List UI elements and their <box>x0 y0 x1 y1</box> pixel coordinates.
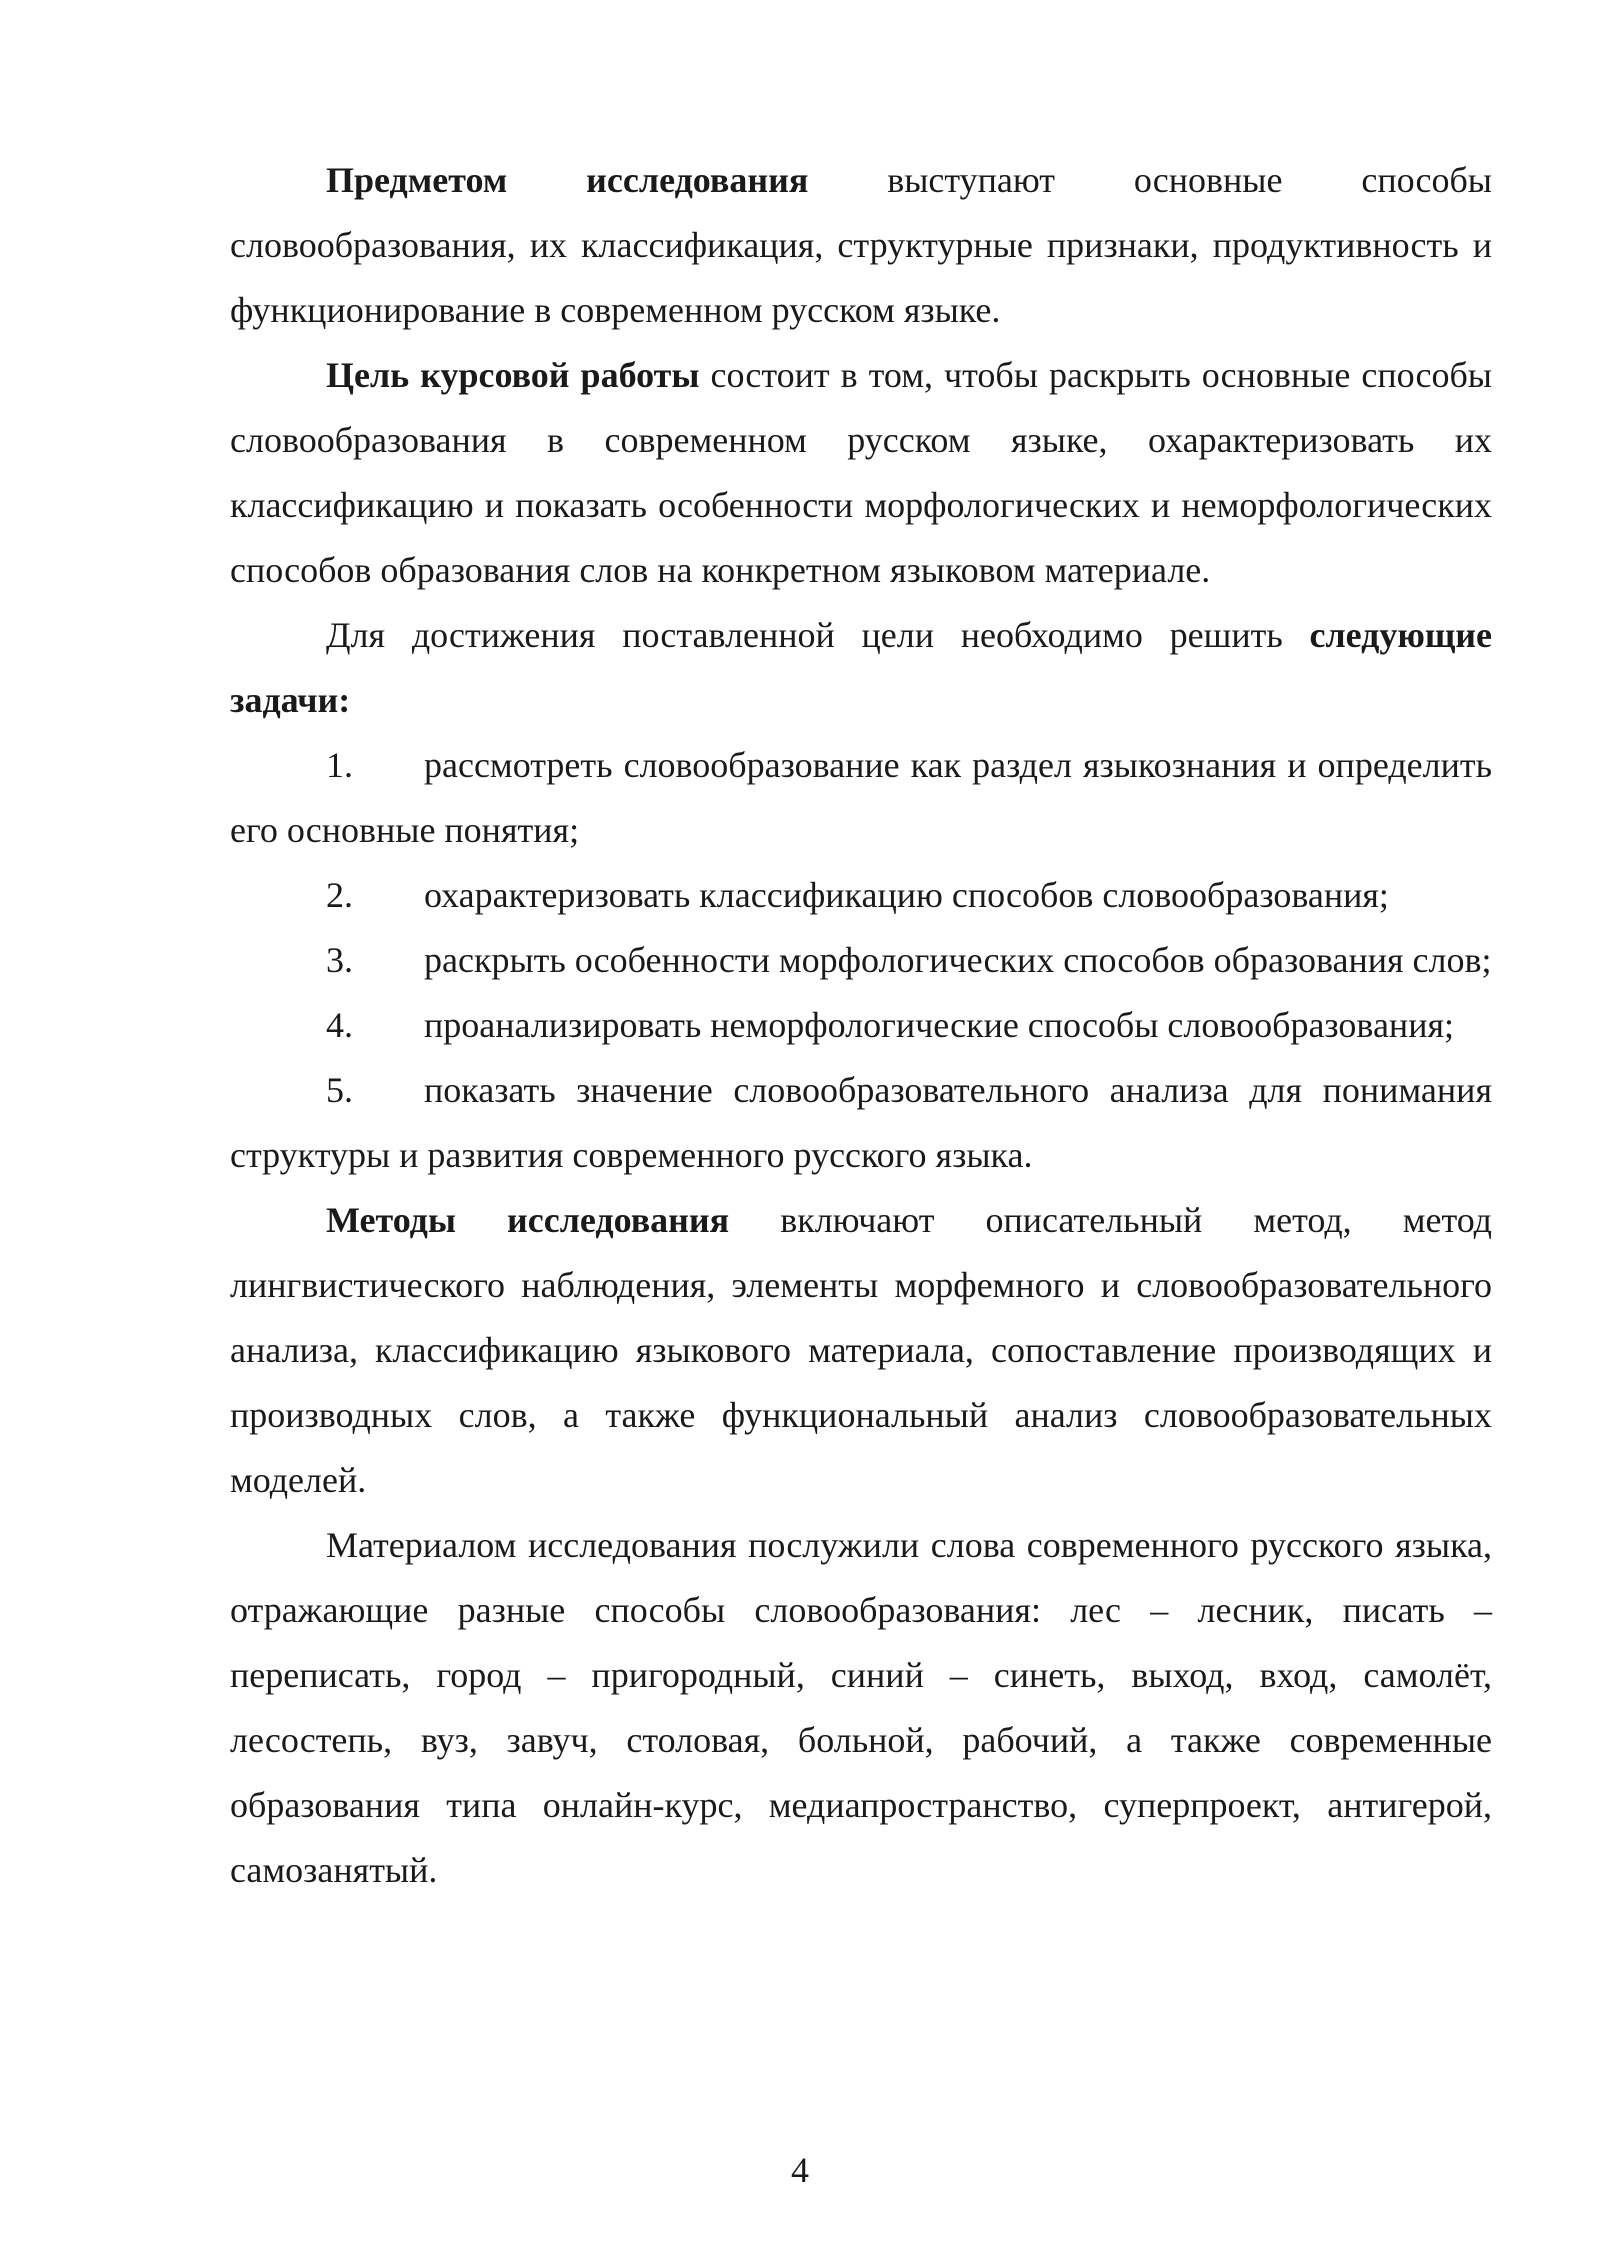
paragraph-tasks-intro <box>230 603 1492 733</box>
paragraph-material <box>230 1513 1492 1903</box>
paragraph-subject-text: выступают основные способы словообразования, их классификация, структурные признаки, продуктивность и функционирование в современном русском языке. <box>230 160 1492 330</box>
page-body <box>230 148 1492 1903</box>
task-item <box>230 1058 1492 1188</box>
term-subject: Предметом исследования <box>326 160 809 200</box>
task-item <box>230 863 1492 928</box>
task-text: показать значение словообразовательного анализа для понимания структуры и развития современного русского языка. <box>230 1070 1492 1175</box>
task-number: 5. <box>326 1070 353 1110</box>
task-text: рассмотреть словообразование как раздел языкознания и определить его основные понятия; <box>230 745 1492 850</box>
task-text: охарактеризовать классификацию способов словообразования; <box>424 875 1389 915</box>
paragraph-tasks-intro-text: Для достижения поставленной цели необходимо решить <box>326 615 1310 655</box>
task-item <box>230 733 1492 863</box>
term-methods: Методы исследования <box>326 1200 730 1240</box>
task-text: проанализировать неморфологические способы словообразования; <box>424 1005 1455 1045</box>
task-number: 2. <box>326 875 353 915</box>
paragraph-material-text: Материалом исследования послужили слова современного русского языка, отражающие разные способы словообразования: лес – лесник, писать – переписать, город – пригородный, синий – синеть, выход, вход, самолёт, лесостепь, вуз, завуч, столовая, больной, рабочий, а также современные образования типа онлайн-курс, медиапространство, суперпроект, антигерой, самозанятый. <box>230 1525 1492 1890</box>
term-goal: Цель курсовой работы <box>326 355 700 395</box>
page-number: 4 <box>791 2150 809 2190</box>
task-item <box>230 993 1492 1058</box>
task-number: 1. <box>326 745 353 785</box>
task-number: 3. <box>326 940 353 980</box>
task-item <box>230 928 1492 993</box>
term-tasks: следующие задачи: <box>230 615 1492 720</box>
paragraph-subject <box>230 148 1492 343</box>
task-number: 4. <box>326 1005 353 1045</box>
paragraph-goal <box>230 343 1492 603</box>
paragraph-goal-text: состоит в том, чтобы раскрыть основные способы словообразования в современном русском языке, охарактеризовать их классификацию и показать особенности морфологических и неморфологических способов образования слов на конкретном языковом материале. <box>230 355 1492 590</box>
paragraph-methods-text: включают описательный метод, метод лингвистического наблюдения, элементы морфемного и словообразовательного анализа, классификацию языкового материала, сопоставление производящих и производных слов, а также функциональный анализ словообразовательных моделей. <box>230 1200 1492 1500</box>
paragraph-methods <box>230 1188 1492 1513</box>
task-text: раскрыть особенности морфологических способов образования слов; <box>424 940 1492 980</box>
